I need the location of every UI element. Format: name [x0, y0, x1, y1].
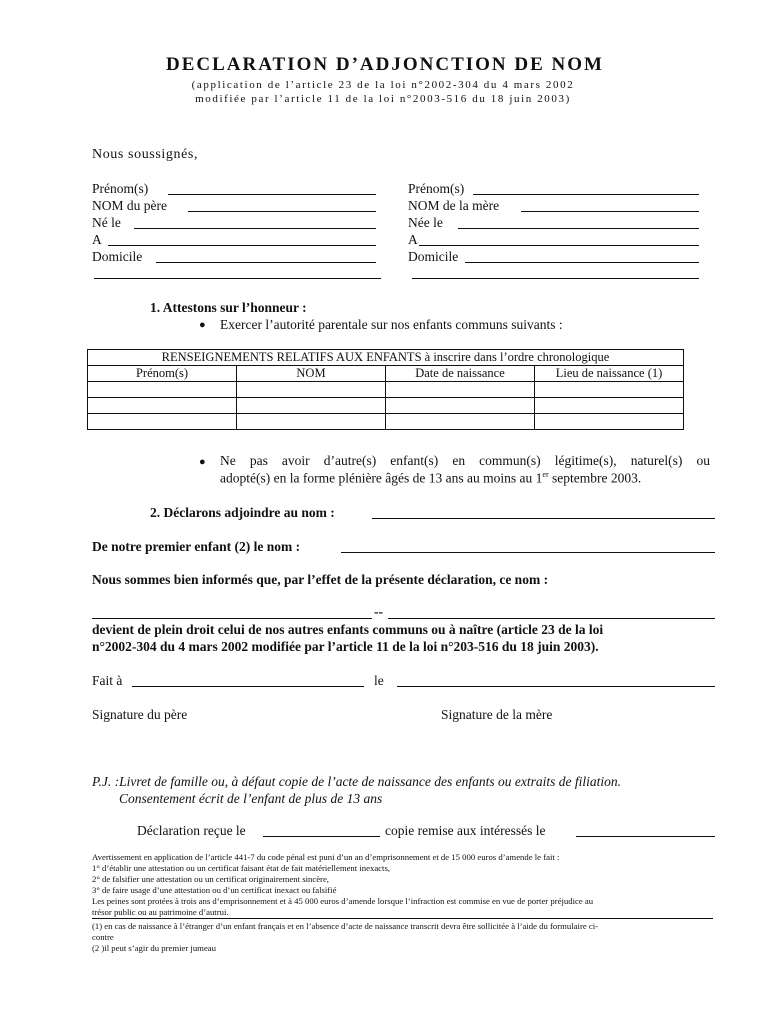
mother-nee-field[interactable] [458, 228, 699, 229]
section-1-heading: 1. Attestons sur l’honneur : [150, 300, 307, 315]
table-cell[interactable] [88, 398, 237, 414]
table-cell[interactable] [237, 382, 386, 398]
first-child-name-field[interactable] [341, 552, 715, 553]
father-prenom-field[interactable] [168, 194, 376, 195]
mother-domicile-field-2[interactable] [412, 278, 699, 279]
table-row[interactable] [88, 382, 684, 398]
warning-line: 1° d’établir une attestation ou un certificat faisant état de fait matériellement inexacts, [92, 863, 391, 873]
footnote-1-line-2: contre [92, 932, 114, 942]
table-row[interactable] [88, 398, 684, 414]
mother-nom-label: NOM de la mère [408, 198, 500, 213]
nom-field-right[interactable] [388, 618, 715, 619]
nom-field-left[interactable] [92, 618, 372, 619]
warning-line: Avertissement en application de l’article 441-7 du code pénal est puni d’un an d’emprisonnement et de 15 000 euros d’amende le fait : [92, 852, 560, 862]
name-separator: -- [374, 604, 383, 619]
subtitle-line-2: modifiée par l’article 11 de la loi n°2003-516 du 18 juin 2003) [195, 93, 571, 105]
warning-line: 3° de faire usage d’une attestation ou d’un certificat inexact ou falsifié [92, 885, 337, 895]
table-cell[interactable] [535, 414, 684, 430]
father-nom-field[interactable] [188, 211, 376, 212]
father-nom-label: NOM du père [92, 198, 167, 213]
section-2-heading: 2. Déclarons adjoindre au nom : [150, 505, 335, 520]
warning-line: Les peines sont protées à trois ans d’emprisonnement et à 45 000 euros d’amende lorsque l’infraction est commise en vue de porter préjudice au [92, 896, 594, 906]
father-a-label: A [92, 232, 102, 247]
table-cell[interactable] [386, 414, 535, 430]
fait-a-field[interactable] [132, 686, 364, 687]
bullet-2-line-2a: adopté(s) en la forme plénière âgés de 13 ans au moins au 1 [220, 470, 543, 486]
fait-a-label: Fait à [92, 673, 123, 688]
table-cell[interactable] [237, 414, 386, 430]
nom-adjoint-field[interactable] [372, 518, 715, 519]
column-header: Lieu de naissance (1) [535, 366, 684, 382]
table-row[interactable] [88, 414, 684, 430]
father-domicile-field[interactable] [156, 262, 376, 263]
table-cell[interactable] [88, 382, 237, 398]
warning-line: trésor public ou au patrimoine d’autrui. [92, 907, 229, 917]
warning-line: 2° de falsifier une attestation ou un certificat originairement sincère, [92, 874, 329, 884]
pj-line-2: Consentement écrit de l’enfant de plus de 13 ans [119, 791, 383, 806]
mother-a-label: A [408, 232, 418, 247]
table-cell[interactable] [386, 398, 535, 414]
column-header: Prénom(s) [88, 366, 237, 382]
mother-prenom-label: Prénom(s) [408, 181, 465, 196]
pj-line-1: P.J. :Livret de famille ou, à défaut copie de l’acte de naissance des enfants ou extraits de filiation. [92, 774, 622, 789]
bullet-2-sup: er [542, 470, 549, 479]
table-cell[interactable] [535, 382, 684, 398]
bullet-1-text: Exercer l’autorité parentale sur nos enfants communs suivants : [220, 317, 563, 332]
column-header: NOM [237, 366, 386, 382]
father-domicile-field-2[interactable] [94, 278, 381, 279]
signature-father-label: Signature du père [92, 707, 188, 722]
first-child-label: De notre premier enfant (2) le nom : [92, 539, 301, 554]
footnote-2: (2 )il peut s’agir du premier jumeau [92, 943, 216, 953]
mother-nom-field[interactable] [521, 211, 699, 212]
bullet-icon: ● [199, 456, 206, 468]
devient-line-1: devient de plein droit celui de nos autres enfants communs ou à naître (article 23 de la loi [92, 622, 604, 637]
mother-domicile-label: Domicile [408, 249, 459, 264]
devient-line-2: n°2002-304 du 4 mars 2002 modifiée par l’article 11 de la loi n°203-516 du 18 juin 2003). [92, 639, 599, 654]
bullet-2-line-2 [220, 470, 641, 487]
table-cell[interactable] [237, 398, 386, 414]
father-prenom-label: Prénom(s) [92, 181, 149, 196]
column-header: Date de naissance [386, 366, 535, 382]
father-ne-field[interactable] [134, 228, 376, 229]
document-title: DECLARATION D’ADJONCTION DE NOM [166, 54, 604, 75]
date-field[interactable] [397, 686, 715, 687]
intro-text: Nous soussignés, [92, 147, 199, 162]
table-cell[interactable] [386, 382, 535, 398]
copie-remise-field[interactable] [576, 836, 715, 837]
le-label: le [374, 673, 384, 688]
table-cell[interactable] [88, 414, 237, 430]
subtitle-line-1: (application de l’article 23 de la loi n°2002-304 du 4 mars 2002 [191, 79, 575, 91]
footnote-divider [92, 918, 713, 919]
children-table [87, 349, 684, 430]
father-a-field[interactable] [108, 245, 376, 246]
bullet-2-line-1: Ne pas avoir d’autre(s) enfant(s) en commun(s) légitime(s), naturel(s) ou [220, 453, 710, 468]
mother-domicile-field[interactable] [465, 262, 699, 263]
mother-prenom-field[interactable] [473, 194, 699, 195]
table-header-row [88, 366, 684, 382]
footnote-1-line-1: (1) en cas de naissance à l’étranger d’un enfant français et en l’absence d’acte de naissance transcrit devra être sollicitée à l’aide du formulaire ci- [92, 921, 599, 931]
informed-text: Nous sommes bien informés que, par l’effet de la présente déclaration, ce nom : [92, 572, 549, 587]
mother-a-field[interactable] [419, 245, 699, 246]
declaration-recue-field[interactable] [263, 836, 380, 837]
declaration-recue-label: Déclaration reçue le [137, 823, 246, 838]
signature-mother-label: Signature de la mère [441, 707, 553, 722]
father-ne-label: Né le [92, 215, 121, 230]
copie-remise-label: copie remise aux intéressés le [385, 823, 546, 838]
father-domicile-label: Domicile [92, 249, 143, 264]
mother-nee-label: Née le [408, 215, 443, 230]
table-cell[interactable] [535, 398, 684, 414]
table-title: RENSEIGNEMENTS RELATIFS AUX ENFANTS à inscrire dans l’ordre chronologique [88, 350, 684, 366]
bullet-2-line-2b: septembre 2003. [548, 470, 642, 486]
bullet-icon: ● [199, 319, 206, 331]
